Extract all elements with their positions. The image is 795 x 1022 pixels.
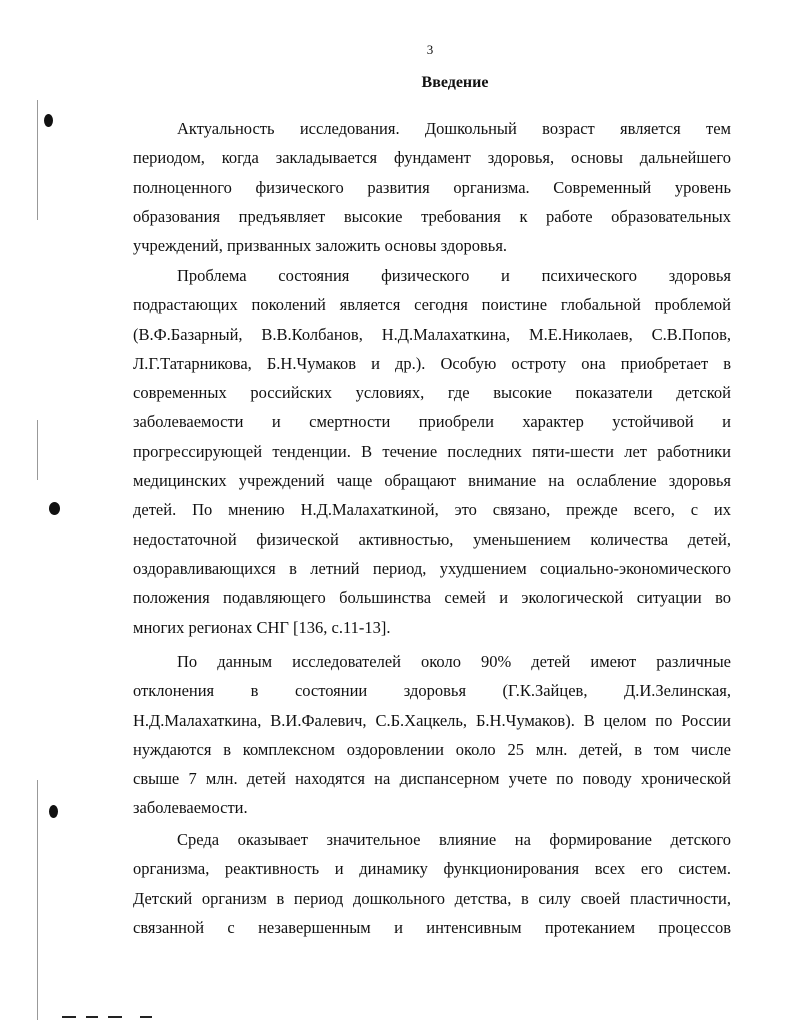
text-line: заболеваемости и смертности приобрели характер устойчивой и: [133, 412, 731, 432]
text-line: подрастающих поколений является сегодня поистине глобальной проблемой: [133, 295, 731, 315]
text-line: недостаточной физической активностью, уменьшением количества детей,: [133, 529, 731, 549]
paragraph-relevance: [133, 114, 731, 260]
text-line: учреждений, призванных заложить основы здоровья.: [133, 236, 508, 256]
page-number: 3: [426, 42, 434, 57]
text-line: оздоравливающихся в летний период, ухудшением социально-экономического: [133, 558, 731, 578]
text-line: свыше 7 млн. детей находятся на диспансерном учете по поводу хронической: [133, 769, 731, 789]
page-heading: Введение: [421, 74, 489, 91]
text-line: нуждаются в комплексном оздоровлении около 25 млн. детей, в том числе: [133, 739, 731, 759]
text-line: детей. По мнению Н.Д.Малахаткиной, это связано, прежде всего, с их: [133, 500, 731, 520]
text-line: Л.Г.Татарникова, Б.Н.Чумаков и др.). Особую остроту она приобретает в: [133, 353, 731, 373]
text-line: отклонения в состоянии здоровья (Г.К.Зайцев, Д.И.Зелинская,: [133, 681, 731, 701]
scan-edge-mark: [108, 1016, 122, 1018]
text-line: медицинских учреждений чаще обращают внимание на ослабление здоровья: [133, 471, 731, 491]
text-line: Среда оказывает значительное влияние на формирование детского: [177, 830, 731, 849]
text-line: связанной с незавершенным и интенсивным протеканием процессов: [133, 917, 731, 937]
scan-margin-line: [37, 420, 38, 480]
text-line: организма, реактивность и динамику функционирования всех его систем.: [133, 859, 731, 879]
text-line: прогрессирующей тенденции. В течение последних пяти-шести лет работники: [133, 441, 731, 461]
text-line: Проблема состояния физического и психического здоровья: [177, 266, 731, 285]
scan-edge-mark: [140, 1016, 152, 1018]
scan-edge-mark: [62, 1016, 76, 1018]
text-line: полноценного физического развития организма. Современный уровень: [133, 177, 731, 197]
scan-margin-line: [37, 100, 38, 220]
text-line: заболеваемости.: [133, 798, 248, 818]
paragraph-statistics: [133, 647, 731, 823]
paragraph-environment: [133, 825, 731, 942]
binder-hole-mark: [49, 805, 58, 818]
text-line: современных российских условиях, где высокие показатели детской: [133, 383, 731, 403]
text-line: положения подавляющего большинства семей и экологической ситуации во: [133, 588, 731, 608]
text-line: (В.Ф.Базарный, В.В.Колбанов, Н.Д.Малахаткина, М.Е.Николаев, С.В.Попов,: [133, 324, 731, 344]
text-line: периодом, когда закладывается фундамент здоровья, основы дальнейшего: [133, 148, 731, 168]
scan-edge-mark: [86, 1016, 98, 1018]
scan-margin-line: [37, 780, 38, 1020]
text-line: Н.Д.Малахаткина, В.И.Фалевич, С.Б.Хацкель, Б.Н.Чумаков). В целом по России: [133, 710, 731, 730]
binder-hole-mark: [44, 114, 53, 127]
text-line: многих регионах СНГ [136, с.11-13].: [133, 617, 391, 637]
text-line: Детский организм в период дошкольного детства, в силу своей пластичности,: [133, 888, 731, 908]
text-line: образования предъявляет высокие требования к работе образовательных: [133, 206, 731, 226]
text-line: По данным исследователей около 90% детей имеют различные: [177, 652, 731, 671]
text-line: Актуальность исследования. Дошкольный возраст является тем: [177, 119, 731, 138]
binder-hole-mark: [49, 502, 60, 515]
paragraph-health-problem: [133, 261, 731, 642]
